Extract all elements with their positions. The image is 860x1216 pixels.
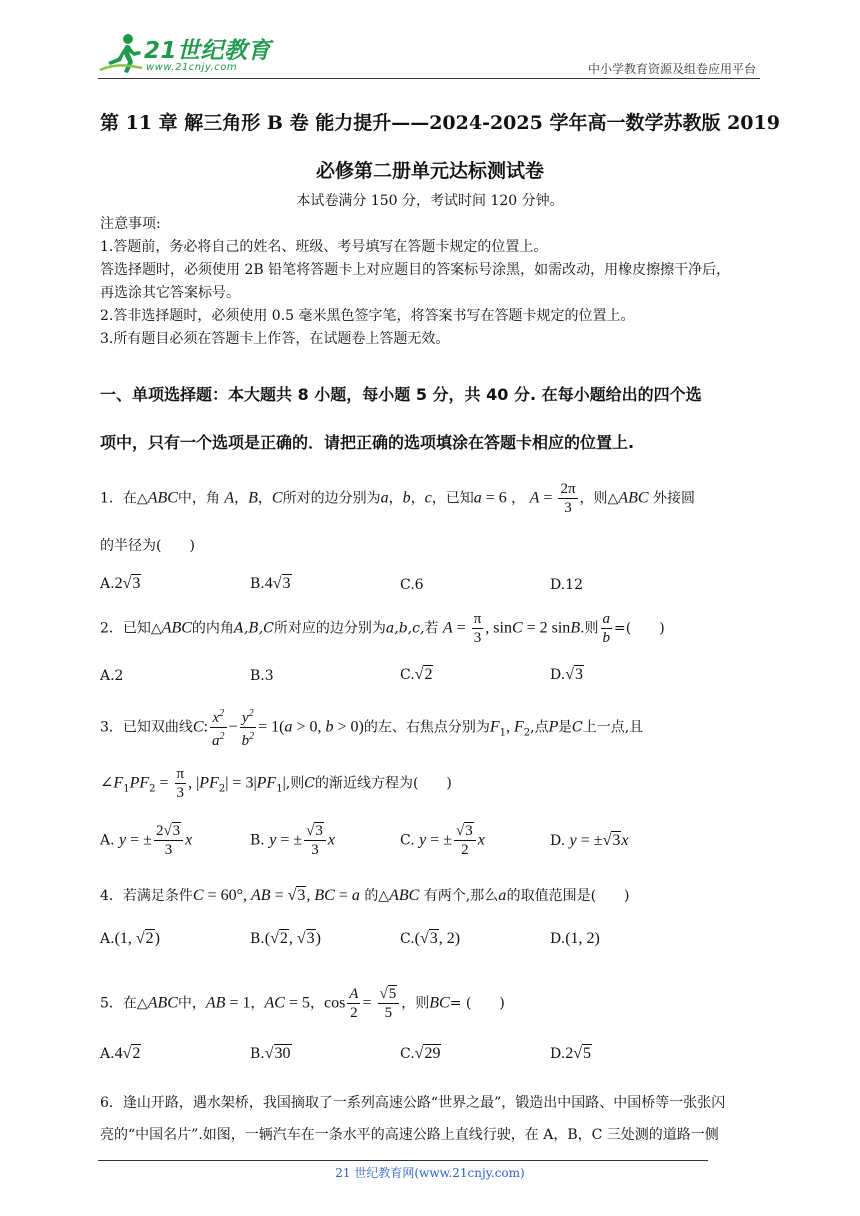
question-6-line1: 6．逢山开路，遇水架桥，我国摘取了一系列高速公路“世界之最”，锻造出中国路、中国桥等一张张闪 [100, 1095, 726, 1111]
page-footer[interactable]: 21 世纪教育网(www.21cnjy.com) [335, 1166, 525, 1180]
notes-line: 答选择题时，必须使用 2B 铅笔将答题卡上对应题目的答案标号涂黑，如需改动，用橡皮擦擦干净后， [100, 262, 731, 278]
header-divider [98, 78, 760, 79]
notes-line: 注意事项: [100, 216, 161, 232]
footer-divider [98, 1160, 708, 1161]
question-1-line2: 的半径为( ) [100, 538, 195, 554]
section-heading-line2: 项中，只有一个选项是正确的．请把正确的选项填涂在答题卡相应的位置上. [100, 433, 635, 452]
q4-option-a[interactable]: A.(1, √2) [100, 930, 160, 947]
question-6-line2: 亮的“中国名片”.如图，一辆汽车在一条水平的高速公路上直线行驶，在 A，B，C 三处测的道路一侧 [100, 1127, 719, 1143]
q5-option-d[interactable]: D.2√5 [550, 1045, 591, 1062]
q1-option-d[interactable]: D.12 [550, 577, 583, 593]
q3-option-d[interactable]: D. y = ±√3x [550, 832, 629, 849]
question-5: 5．在△ABC中，AB = 1，AC = 5，cos $\frac{A}{2}$ = $\frac{√5}{5}$ ，则BC= ( ) [100, 986, 505, 1021]
exam-subtitle: 本试卷满分 150 分，考试时间 120 分钟。 [296, 193, 564, 209]
question-1: 1．在△ABC中，角 A，B，C所对的边分别为a，b，c，已知a = 6 ， A = $\frac{2\pi}{3}$ ，则△ABC 外接圆 [100, 481, 695, 516]
q4-option-d[interactable]: D.(1, 2) [550, 930, 600, 947]
logo-text: 21世纪教育 [144, 38, 272, 64]
notes-line: 3.所有题目必须在答题卡上作答，在试题卷上答题无效。 [100, 331, 450, 347]
runner-logo-icon [98, 32, 144, 76]
notes-line: 1.答题前，务必将自己的姓名、班级、考号填写在答题卡规定的位置上。 [100, 239, 548, 255]
q2-option-b[interactable]: B.3 [250, 668, 274, 684]
page-header [98, 30, 760, 80]
q4-option-b[interactable]: B.(√2, √3) [250, 930, 321, 947]
question-4: 4．若满足条件C = 60°, AB = √3, BC = a 的△ABC 有两个,那么a的取值范围是( ) [100, 887, 630, 904]
q3-option-c[interactable]: C. y = ± $\frac{√3}{2}$ x [400, 823, 485, 858]
site-logo [98, 32, 273, 78]
exam-title-line1: 第 11 章 解三角形 B 卷 能力提升——2024-2025 学年高一数学苏教版 2019 [100, 112, 780, 134]
q4-option-c[interactable]: C.(√3, 2) [400, 930, 461, 947]
q1-option-c[interactable]: C.6 [400, 577, 424, 593]
question-2: 2．已知△ABC的内角A,B,C所对应的边分别为a,b,c,若 A = $\frac{\pi}{3}$ , sinC = 2 sinB.则 $\frac{a}{b}$ =( ) [100, 611, 665, 646]
q2-option-a[interactable]: A.2 [100, 668, 124, 684]
logo-url: www.21cnjy.com [146, 62, 238, 73]
q3-option-a[interactable]: A. y = ± $\frac{2√3}{3}$ x [100, 823, 193, 858]
platform-name: 中小学教育资源及组卷应用平台 [587, 62, 756, 76]
exam-notes [100, 213, 768, 351]
q1-option-b[interactable]: B.4√3 [250, 575, 291, 592]
question-3-line2: $\angle F_1PF_2$ = $\frac{\pi}{3}$ , $|PF_2| = 3|PF_1|$,则C的渐近线方程为( ) [100, 766, 452, 801]
q5-option-b[interactable]: B.√30 [250, 1045, 291, 1062]
q2-option-c[interactable]: C.√2 [400, 666, 433, 683]
q5-option-c[interactable]: C.√29 [400, 1045, 441, 1062]
exam-title-line2: 必修第二册单元达标测试卷 [315, 160, 544, 182]
notes-line: 2.答非选择题时，必须使用 0.5 毫米黑色签字笔，将答案书写在答题卡规定的位置上。 [100, 308, 635, 324]
notes-line: 再选涂其它答案标号。 [100, 285, 240, 301]
q1-option-a[interactable]: A.2√3 [100, 575, 141, 592]
q3-option-b[interactable]: B. y = ± $\frac{√3}{3}$ x [250, 823, 335, 858]
section-heading-line1: 一、单项选择题：本大题共 8 小题，每小题 5 分，共 40 分. 在每小题给出的四个选 [100, 385, 702, 404]
q5-option-a[interactable]: A.4√2 [100, 1045, 141, 1062]
q2-option-d[interactable]: D.√3 [550, 666, 583, 683]
question-3: 3．已知双曲线C: $\frac{x^2}{a^2}$ − $\frac{y^2}{b^2}$ = 1(a > 0, b > 0)的左、右焦点分别为$F_1$, $F_2$,点P是C上一点,且 [100, 705, 768, 750]
